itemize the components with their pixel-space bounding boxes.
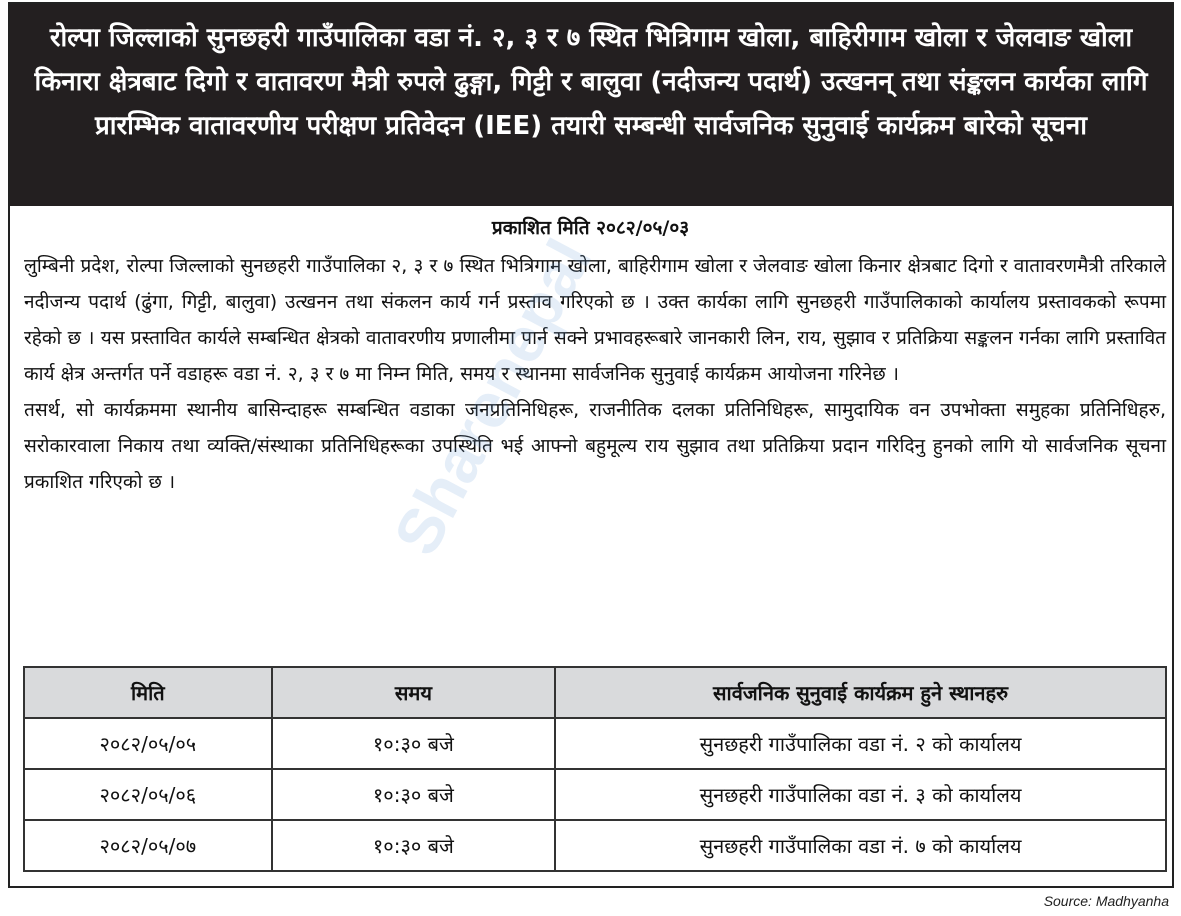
published-date: प्रकाशित मिति २०८२/०५/०३ bbox=[491, 217, 690, 239]
table-row bbox=[24, 769, 1166, 820]
cell-venue: सुनछहरी गाउँपालिका वडा नं. २ को कार्यालय bbox=[555, 718, 1166, 769]
cell-date: २०८२/०५/०७ bbox=[24, 820, 272, 871]
header-venue: सार्वजनिक सुनुवाई कार्यक्रम हुने स्थानहरु bbox=[555, 667, 1166, 718]
cell-time: १०:३० बजे bbox=[272, 769, 555, 820]
cell-date: २०८२/०५/०५ bbox=[24, 718, 272, 769]
cell-date: २०८२/०५/०६ bbox=[24, 769, 272, 820]
cell-venue: सुनछहरी गाउँपालिका वडा नं. ३ को कार्यालय bbox=[555, 769, 1166, 820]
source-credit: Source: Madhyanha bbox=[1043, 893, 1169, 909]
notice-body bbox=[24, 248, 1166, 500]
table-row bbox=[24, 820, 1166, 871]
hearing-schedule-table bbox=[23, 666, 1167, 872]
title-banner bbox=[10, 4, 1172, 206]
watermark: Sharenepal bbox=[379, 227, 606, 567]
header-date: मिति bbox=[24, 667, 272, 718]
paragraph-1: लुम्बिनी प्रदेश, रोल्पा जिल्लाको सुनछहरी गाउँपालिका २, ३ र ७ स्थित भित्रिगाम खोला, बाहिरीगाम खोला र जेलवाङ खोला किनार क्षेत्रबाट दिगो र वातावरणमैत्री तरिकाले नदीजन्य पदार्थ (ढुंगा, गिट्टी, बालुवा) उत्खनन तथा संकलन कार्य गर्न प्रस्ताव गरिएको छ । उक्त कार्यका लागि सुनछहरी गाउँपालिकाको कार्यालय प्रस्तावकको रूपमा रहेको छ । यस प्रस्तावित कार्यले सम्बन्धित क्षेत्रको वातावरणीय प्रणालीमा पार्न सक्ने प्रभावहरूबारे जानकारी लिन, राय, सुझाव र प्रतिक्रिया सङ्कलन गर्नका लागि प्रस्तावित कार्य क्षेत्र अन्तर्गत पर्ने वडाहरू वडा नं. २, ३ र ७ मा निम्न मिति, समय र स्थानमा सार्वजनिक सुनुवाई कार्यक्रम आयोजना गरिनेछ । bbox=[24, 255, 1166, 385]
notice-title: रोल्पा जिल्लाको सुनछहरी गाउँपालिका वडा नं. २, ३ र ७ स्थित भित्रिगाम खोला, बाहिरीगाम खोला र जेलवाङ खोला किनारा क्षेत्रबाट दिगो र वातावरण मैत्री रुपले ढुङ्गा, गिट्टी र बालुवा (नदीजन्य पदार्थ) उत्खनन् तथा संङ्कलन कार्यका लागि प्रारम्भिक वातावरणीय परीक्षण प्रतिवेदन (IEE) तयारी सम्बन्धी सार्वजनिक सुनुवाई कार्यक्रम बारेको सूचना bbox=[34, 23, 1148, 141]
paragraph-2: तसर्थ, सो कार्यक्रममा स्थानीय बासिन्दाहरू सम्बन्धित वडाका जनप्रतिनिधिहरू, राजनीतिक दलका प्रतिनिधिहरू, सामुदायिक वन उपभोक्ता समुहका प्रतिनिधिहरु, सरोकारवाला निकाय तथा व्यक्ति/संस्थाका प्रतिनिधिहरूका उपस्थिति भई आफ्नो बहुमूल्य राय सुझाव तथा प्रतिक्रिया प्रदान गरिदिनु हुनको लागि यो सार्वजनिक सूचना प्रकाशित गरिएको छ । bbox=[24, 399, 1166, 493]
cell-time: १०:३० बजे bbox=[272, 820, 555, 871]
header-time: समय bbox=[272, 667, 555, 718]
cell-venue: सुनछहरी गाउँपालिका वडा नं. ७ को कार्यालय bbox=[555, 820, 1166, 871]
table-row bbox=[24, 718, 1166, 769]
table-header-row bbox=[24, 667, 1166, 718]
cell-time: १०:३० बजे bbox=[272, 718, 555, 769]
